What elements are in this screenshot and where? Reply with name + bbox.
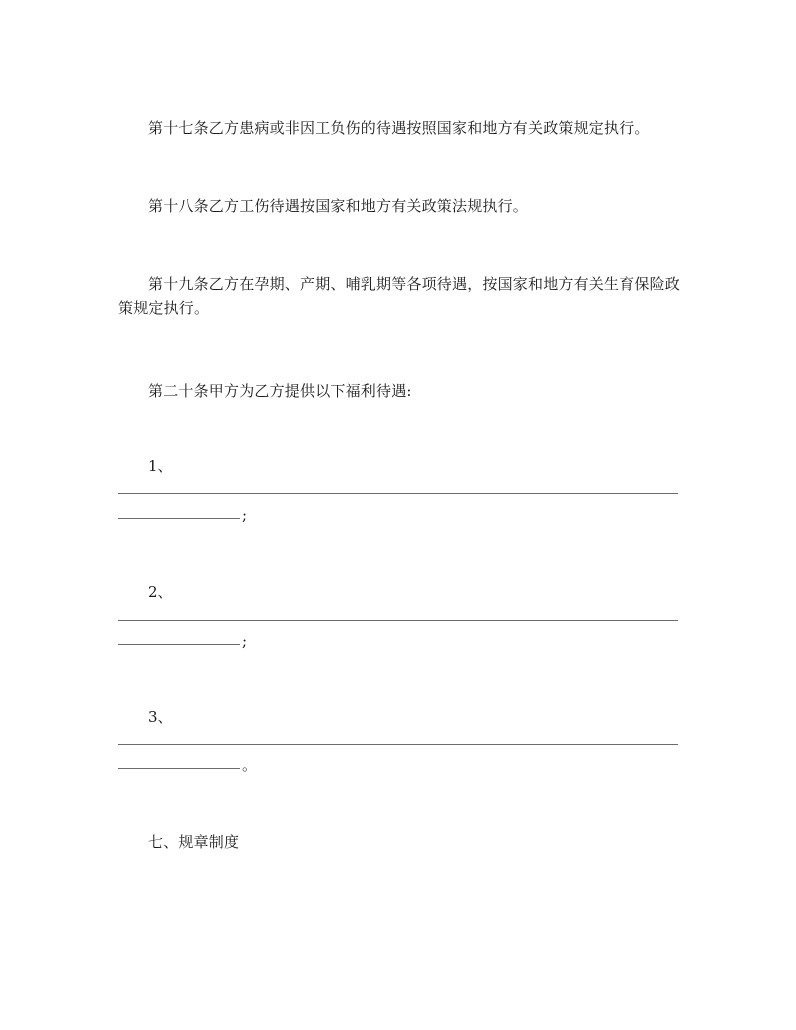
item-1-fill-line-short[interactable] xyxy=(118,518,240,519)
item-3-number: 3、 xyxy=(148,708,173,726)
item-1-end-punct: ; xyxy=(242,506,248,524)
item-3-end-punct: 。 xyxy=(242,756,258,774)
item-3-fill-line[interactable] xyxy=(118,744,678,745)
item-2-fill-line-short[interactable] xyxy=(118,644,240,645)
item-3-fill-line-short[interactable] xyxy=(118,768,240,769)
section-7-heading: 七、规章制度 xyxy=(148,833,240,851)
article-19: 第十九条乙方在孕期、产期、哺乳期等各项待遇，按国家和地方有关生育保险政策规定执行。 xyxy=(118,275,681,317)
article-18: 第十八条乙方工伤待遇按国家和地方有关政策法规执行。 xyxy=(148,197,529,215)
item-1-fill-line[interactable] xyxy=(118,493,678,494)
item-2-fill-line[interactable] xyxy=(118,620,678,621)
item-1-number: 1、 xyxy=(148,457,173,475)
item-2-number: 2、 xyxy=(148,583,173,601)
article-17: 第十七条乙方患病或非因工负伤的待遇按照国家和地方有关政策规定执行。 xyxy=(148,119,650,137)
item-2-end-punct: ; xyxy=(242,632,248,650)
article-20: 第二十条甲方为乙方提供以下福利待遇: xyxy=(148,382,412,400)
